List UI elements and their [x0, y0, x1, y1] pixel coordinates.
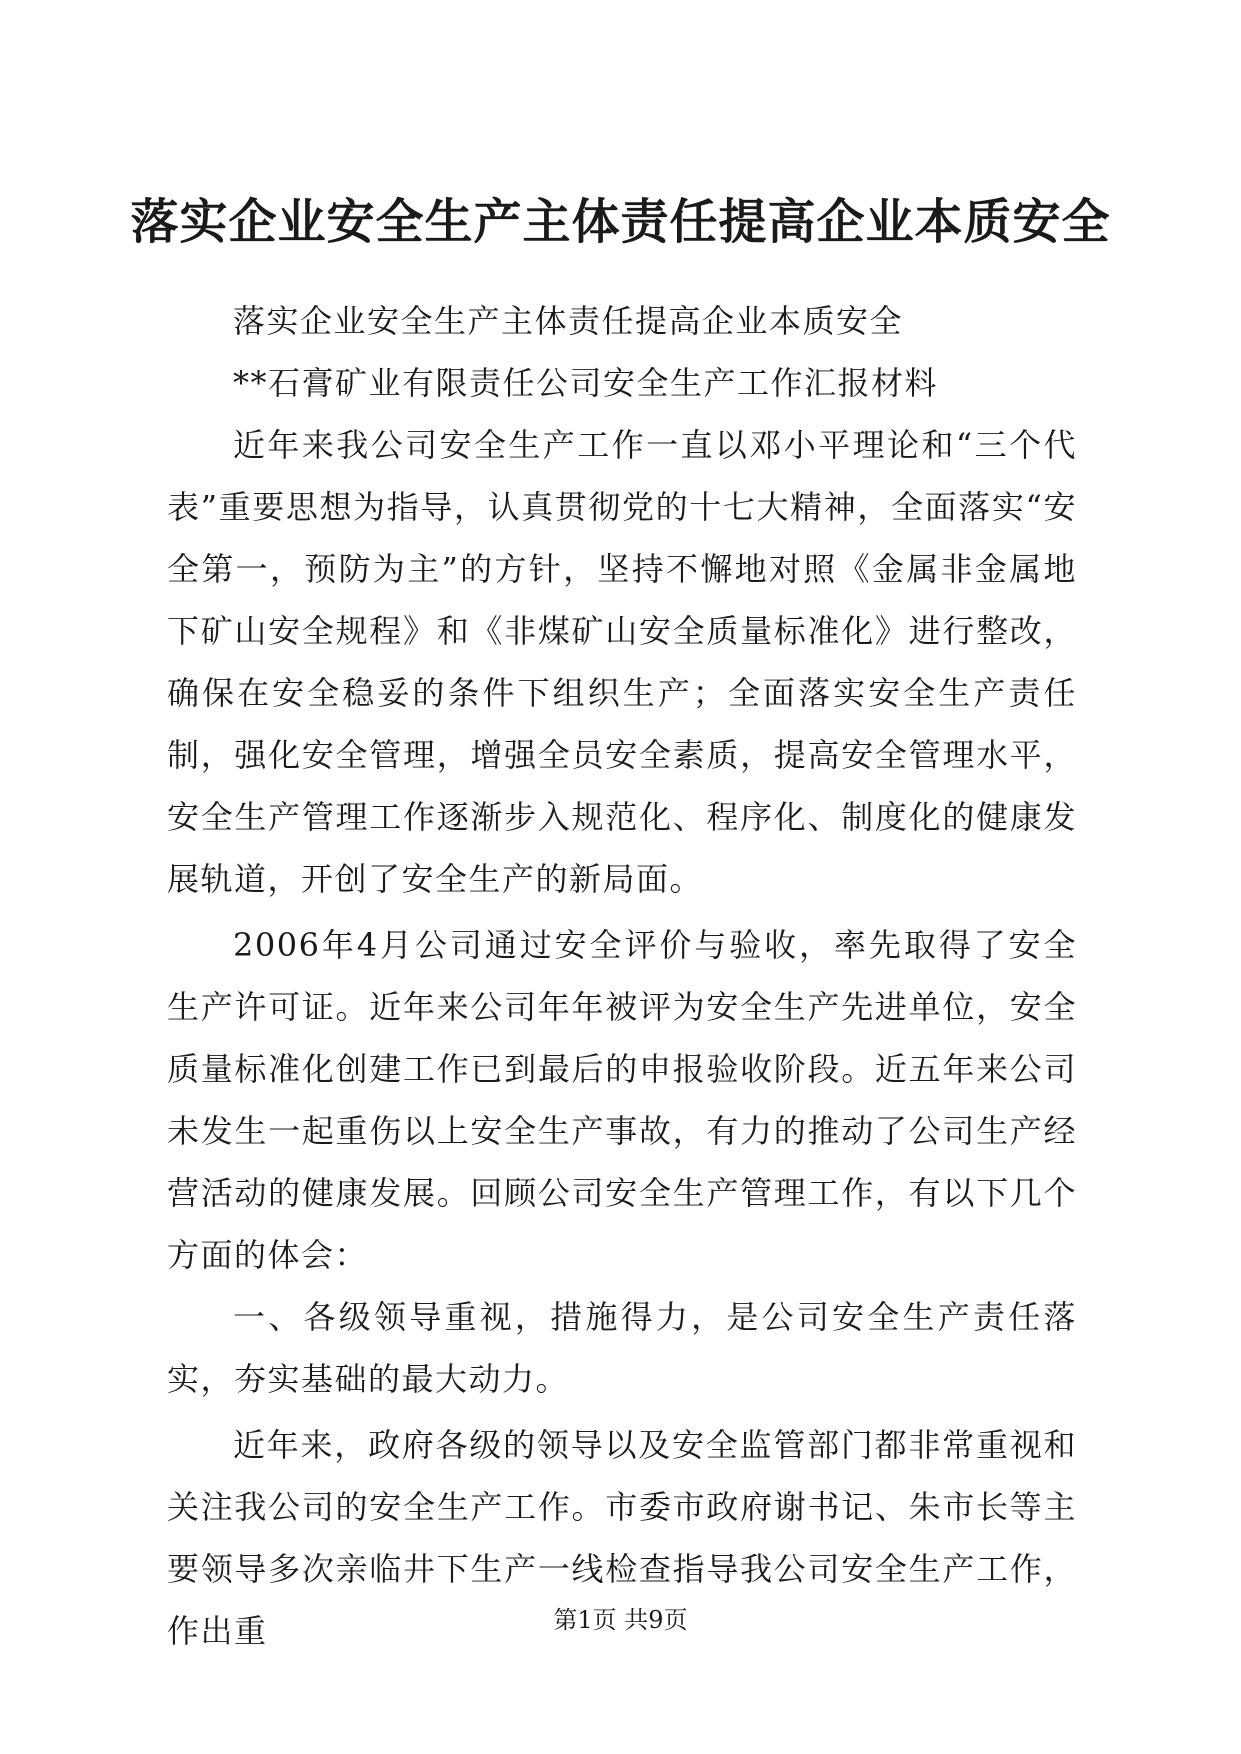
body-paragraph: 近年来我公司安全生产工作一直以邓小平理论和“三个代表”重要思想为指导，认真贯彻党的十七大精神，全面落实“安全第一，预防为主”的方针，坚持不懈地对照《金属非金属地下矿山安全规程》和《非煤矿山安全质量标准化》进行整改，确保在安全稳妥的条件下组织生产；全面落实安全生产责任制，强化安全管理，增强全员安全素质，提高安全管理水平，安全生产管理工作逐渐步入规范化、程序化、制度化的健康发展轨道，开创了安全生产的新局面。: [167, 426, 1077, 898]
subtitle-paragraph: 落实企业安全生产主体责任提高企业本质安全: [233, 302, 904, 340]
section-heading-paragraph: 一、各级领导重视，措施得力，是公司安全生产责任落实，夯实基础的最大动力。: [167, 1298, 1077, 1398]
page-footer: 第1页 共9页: [553, 1606, 688, 1634]
body-paragraph: 2006年4月公司通过安全评价与验收，率先取得了安全生产许可证。近年来公司年年被评为安全生产先进单位，安全质量标准化创建工作已到最后的申报验收阶段。近五年来公司未发生一起重伤以上安全生产事故，有力的推动了公司生产经营活动的健康发展。回顾公司安全生产管理工作，有以下几个方面的体会：: [167, 926, 1077, 1274]
body-paragraph: 近年来，政府各级的领导以及安全监管部门都非常重视和关注我公司的安全生产工作。市委市政府谢书记、朱市长等主要领导多次亲临井下生产一线检查指导我公司安全生产工作，作出重: [167, 1426, 1077, 1650]
document-title: 落实企业安全生产主体责任提高企业本质安全: [130, 194, 1111, 250]
document-body: [167, 290, 1077, 1662]
report-heading-paragraph: **石膏矿业有限责任公司安全生产工作汇报材料: [233, 364, 939, 402]
